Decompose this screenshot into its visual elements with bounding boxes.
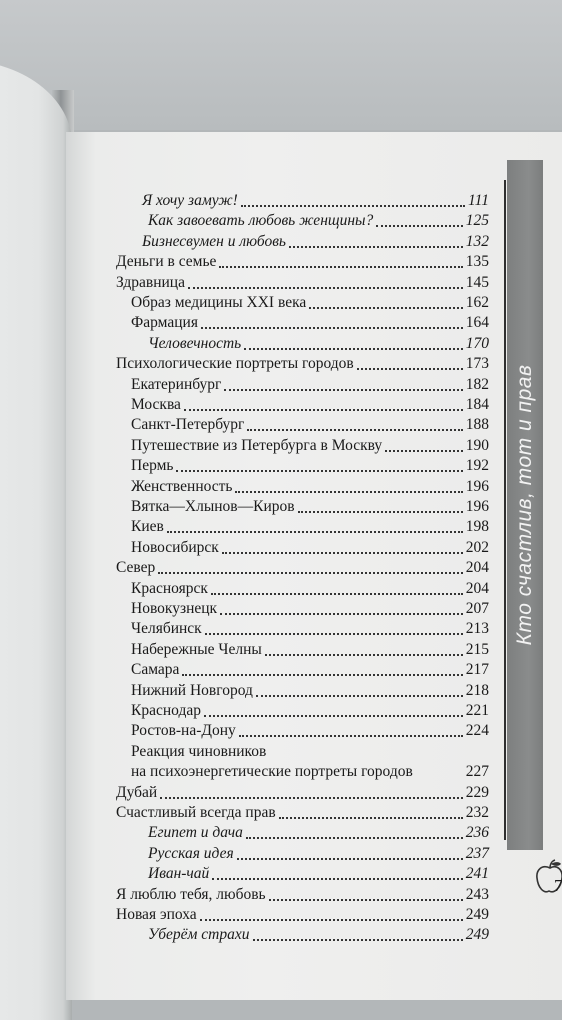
- toc-entry-page: 224: [465, 722, 489, 740]
- toc-entry-page: 135: [465, 253, 489, 271]
- toc-entry-page: 249: [465, 906, 489, 923]
- toc-entry-page: 173: [465, 355, 489, 373]
- dot-leader: [298, 507, 463, 513]
- toc-entry-page: 190: [465, 436, 489, 454]
- toc-entry-title: Счастливый всегда прав: [116, 804, 276, 821]
- dot-leader: [212, 874, 462, 880]
- dot-leader: [219, 262, 462, 268]
- toc-entry[interactable]: [148, 823, 489, 842]
- dot-leader: [357, 364, 463, 370]
- toc-entry-title: Русская идея: [148, 844, 234, 862]
- toc-entry-title: Иван-чай: [148, 865, 210, 883]
- dot-leader: [239, 731, 463, 737]
- toc-entry[interactable]: [148, 334, 489, 353]
- toc-entry-title: Фармация: [131, 314, 198, 332]
- toc-entry-title: Челябинск: [131, 620, 202, 638]
- toc-entry[interactable]: [116, 783, 489, 802]
- toc-entry-title: Новая эпоха: [116, 906, 197, 923]
- toc-entry-page: 182: [465, 375, 489, 393]
- toc-entry-title: Краснодар: [131, 702, 201, 719]
- toc-entry-page: 196: [465, 477, 489, 495]
- toc-entry[interactable]: [131, 681, 489, 700]
- toc-entry-title: Санкт-Петербург: [131, 416, 245, 434]
- toc-entry-page: 229: [465, 783, 489, 801]
- toc-entry[interactable]: [131, 415, 489, 434]
- dot-leader: [309, 303, 462, 309]
- toc-entry-page: 145: [465, 273, 489, 291]
- toc-entry-title: Самара: [131, 661, 180, 679]
- dot-leader: [176, 466, 462, 472]
- toc-entry-page: 215: [465, 640, 489, 658]
- toc-entry-page: 236: [465, 824, 489, 842]
- dot-leader: [158, 568, 462, 574]
- toc-entry-page: 111: [468, 192, 489, 209]
- dot-leader: [279, 813, 463, 819]
- toc-entry[interactable]: [142, 232, 489, 251]
- dot-leader: [182, 670, 462, 676]
- toc-entry-title: Психологические портреты городов: [116, 355, 354, 373]
- toc-entry-page: 241: [465, 865, 489, 883]
- toc-entry-title: Север: [116, 559, 156, 577]
- toc-entry[interactable]: [116, 354, 489, 373]
- toc-entry-title: Я люблю тебя, любовь: [116, 885, 266, 903]
- dot-leader: [224, 385, 462, 391]
- toc-entry-title: Новосибирск: [131, 538, 219, 556]
- toc-entry[interactable]: [148, 925, 489, 944]
- toc-entry[interactable]: [131, 395, 489, 414]
- toc-entry-page: 207: [465, 600, 489, 617]
- dot-leader: [246, 833, 463, 839]
- toc-entry[interactable]: [131, 640, 489, 659]
- toc-entry-title: Женственность: [131, 477, 233, 495]
- toc-entry[interactable]: [131, 538, 489, 557]
- toc-entry-title: Вятка—Хлынов—Киров: [131, 498, 295, 515]
- toc-entry-title: Ростов-на-Дону: [131, 722, 236, 740]
- toc-entry-title: Киев: [131, 518, 164, 536]
- toc-entry-page: 188: [465, 416, 489, 434]
- toc-entry[interactable]: [116, 558, 489, 577]
- dot-leader: [244, 344, 463, 350]
- toc-entry[interactable]: [131, 313, 489, 332]
- toc-entry-title: Красноярск: [131, 579, 208, 597]
- toc-entry[interactable]: [148, 864, 489, 883]
- dot-leader: [205, 629, 463, 635]
- toc-entry[interactable]: [131, 701, 489, 720]
- toc-entry-page: 204: [465, 559, 489, 577]
- dot-leader: [204, 711, 463, 717]
- dot-leader: [376, 221, 462, 227]
- toc-entry-title: Екатеринбург: [131, 375, 222, 393]
- toc-entry[interactable]: [131, 375, 489, 394]
- toc-entry-title: Уберём страхи: [148, 926, 250, 944]
- toc-entry-page: 227: [465, 763, 489, 781]
- toc-entry-title: на психоэнергетические портреты городов: [131, 763, 413, 781]
- dot-leader: [184, 405, 463, 411]
- dot-leader: [160, 793, 463, 799]
- toc-entry-page: 213: [465, 620, 489, 638]
- toc-entry-title: Здравница: [116, 273, 185, 291]
- dot-leader: [220, 609, 463, 615]
- toc-entry-title: Нижний Новгород: [131, 681, 253, 699]
- dot-leader: [256, 691, 463, 697]
- toc-entry-page: 184: [465, 396, 489, 413]
- toc-entry[interactable]: [131, 497, 489, 516]
- toc-entry-page: 232: [465, 804, 489, 821]
- toc-entry[interactable]: [131, 579, 489, 598]
- toc-entry-page: 196: [465, 498, 489, 515]
- toc-entry-title: Египет и дача: [148, 824, 243, 842]
- divider-line: [504, 180, 506, 840]
- toc-entry-page: 132: [465, 232, 489, 250]
- toc-entry[interactable]: [131, 599, 489, 618]
- toc-entry-page: 125: [465, 212, 489, 230]
- toc-entry[interactable]: [142, 191, 489, 210]
- toc-entry[interactable]: [131, 660, 489, 679]
- toc-entry-page: 198: [465, 518, 489, 536]
- dot-leader: [416, 774, 463, 778]
- toc-entry[interactable]: [116, 803, 489, 822]
- toc-entry[interactable]: [131, 456, 489, 475]
- toc-entry-page: 202: [465, 538, 489, 556]
- dot-leader: [235, 487, 462, 493]
- toc-entry-page: 243: [465, 885, 489, 903]
- toc-entry-page: 221: [465, 702, 489, 719]
- dot-leader: [247, 425, 462, 431]
- toc-entry-page: 162: [465, 294, 489, 311]
- dot-leader: [253, 935, 463, 941]
- toc-entry-page: 170: [465, 334, 489, 352]
- toc-entry[interactable]: [131, 436, 489, 455]
- running-title: Кто счастлив, тот и прав: [513, 364, 536, 646]
- toc-entry-page: 237: [465, 844, 489, 862]
- toc-entry-title: Москва: [131, 396, 181, 413]
- toc-entry[interactable]: [116, 252, 489, 271]
- toc-entry-title: Деньги в семье: [116, 253, 217, 271]
- toc-entry-page: 192: [465, 457, 489, 475]
- toc-entry-title: Набережные Челны: [131, 640, 262, 658]
- toc-entry[interactable]: [131, 619, 489, 638]
- toc-entry-title: Реакция чиновников: [131, 742, 267, 760]
- toc-entry-page: 164: [465, 314, 489, 332]
- toc-entry[interactable]: [116, 905, 489, 924]
- page-number: 7: [554, 876, 562, 895]
- toc-entry[interactable]: [131, 477, 489, 496]
- toc-entry-page: 217: [465, 661, 489, 679]
- toc-entry-title: Я хочу замуж!: [142, 192, 238, 209]
- toc-entry[interactable]: [148, 211, 489, 230]
- dot-leader: [201, 323, 463, 329]
- dot-leader: [211, 589, 463, 595]
- toc-entry-page: 249: [465, 926, 489, 944]
- dot-leader: [167, 527, 463, 533]
- dot-leader: [241, 201, 465, 207]
- toc-entry[interactable]: [116, 885, 489, 904]
- toc-entry-title: Путешествие из Петербурга в Москву: [131, 436, 383, 454]
- dot-leader: [269, 895, 463, 901]
- toc-entry-title: Бизнесвумен и любовь: [142, 232, 286, 250]
- toc-entry[interactable]: [131, 293, 489, 312]
- toc-entry[interactable]: [131, 721, 489, 740]
- toc-entry-title: Пермь: [131, 457, 174, 475]
- dot-leader: [188, 283, 463, 289]
- toc-entry-title: Дубай: [116, 783, 158, 801]
- dot-leader: [222, 548, 463, 554]
- toc-entry-page: 204: [465, 579, 489, 597]
- toc-entry-title: Новокузнецк: [131, 600, 218, 617]
- toc-entry-page: 218: [465, 681, 489, 699]
- toc-entry[interactable]: [131, 762, 489, 781]
- toc-entry-title: Человечность: [148, 334, 242, 352]
- dot-leader: [237, 854, 463, 860]
- toc-entry[interactable]: [148, 844, 489, 863]
- toc-entry-title: Образ медицины XXI века: [131, 294, 307, 311]
- dot-leader: [200, 915, 463, 921]
- dot-leader: [289, 242, 463, 248]
- toc-entry[interactable]: [131, 517, 489, 536]
- dot-leader: [385, 446, 463, 452]
- toc-entry-title: Как завоевать любовь женщины?: [148, 212, 374, 230]
- dot-leader: [265, 650, 463, 656]
- toc-entry[interactable]: [116, 273, 489, 292]
